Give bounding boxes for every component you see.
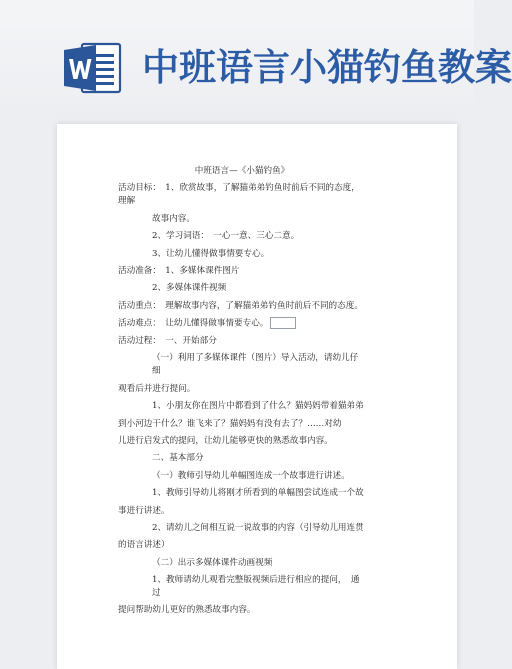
- text-line: 儿进行启发式的提问，让幼儿能够更快的熟悉故事内容。: [118, 435, 333, 446]
- text-line: （一）教师引导幼儿单幅图连成一个故事进行讲述。: [152, 470, 350, 481]
- text-line: 活动准备： 1、多媒体课件图片: [118, 265, 240, 276]
- text-line: （一）利用了多媒体课件（图片）导入活动，请幼儿仔细: [152, 353, 359, 377]
- document-heading: 中班语言—《小猫钓鱼》: [194, 166, 290, 176]
- text-line-content: 活动难点： 让幼儿懂得做事情要专心。: [118, 318, 269, 329]
- text-line: 1、教师请幼儿观看完整版视频后进行相应的提问， 通过: [152, 575, 360, 599]
- text-line: 2、多媒体课件视频: [152, 283, 227, 294]
- text-line: 活动过程： 一、开始部分: [118, 336, 217, 347]
- page-title: 中班语言小猫钓鱼教案: [142, 46, 512, 89]
- text-line: 1、教师引导幼儿将刚才所看到的单幅图尝试连成一个故: [152, 488, 364, 499]
- text-cursor-box: [270, 317, 296, 329]
- text-line: （二）出示多媒体课件动画视频: [152, 557, 273, 568]
- word-document-icon: [62, 40, 122, 96]
- text-line: 观看后并进行提问。: [118, 383, 196, 394]
- document-body: [118, 165, 366, 622]
- text-line: 2、请幼儿之间相互说一说故事的内容（引导幼儿用连贯: [152, 522, 364, 533]
- text-line: 2、学习词语： 一心一意、三心二意。: [152, 231, 300, 242]
- text-line: 1、小朋友你在图片中都看到了什么？猫妈妈带着猫弟弟: [152, 401, 364, 412]
- text-line: 提问帮助幼儿更好的熟悉故事内容。: [118, 605, 256, 616]
- text-line: 3、让幼儿懂得做事情要专心。: [152, 248, 270, 259]
- text-line: 到小河边干什么？谁飞来了？猫妈妈有没有去了？……对幼: [118, 418, 342, 429]
- text-line: 的语言讲述）: [118, 540, 170, 551]
- text-line: 二、基本部分: [152, 453, 204, 464]
- text-line: 故事内容。: [152, 213, 195, 224]
- text-line: [118, 317, 366, 331]
- title-banner: [0, 0, 512, 120]
- text-line: 活动重点： 理解故事内容，了解猫弟弟钓鱼时前后不同的态度。: [118, 300, 363, 311]
- text-line: 活动目标： 1、欣赏故事，了解猫弟弟钓鱼时前后不同的态度，理解: [118, 183, 360, 207]
- text-line: 事进行讲述。: [118, 505, 170, 516]
